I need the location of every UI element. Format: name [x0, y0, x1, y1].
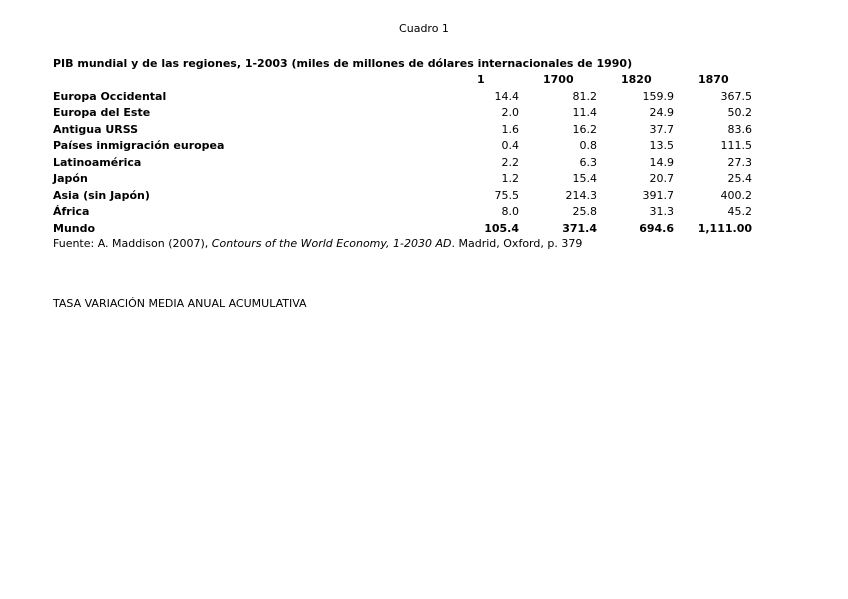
table-cell: 2.0 [501, 106, 519, 119]
table-cell: 367.5 [720, 90, 752, 103]
row-label: Europa del Este [53, 106, 151, 119]
row-label: Latinoamérica [53, 156, 142, 169]
row-label: África [53, 205, 90, 218]
table-row [0, 139, 848, 155]
row-label: Japón [53, 172, 88, 185]
table-row [0, 123, 848, 139]
row-label: Mundo [53, 222, 96, 235]
table-cell: 0.8 [579, 139, 597, 152]
table-cell: 11.4 [572, 106, 597, 119]
column-header-1700: 1700 [543, 73, 574, 86]
source-prefix: Fuente: A. Maddison (2007), [53, 237, 212, 250]
table-cell: 14.4 [494, 90, 519, 103]
table-title: PIB mundial y de las regiones, 1-2003 (miles de millones de dólares internacionales de 1990) [53, 57, 633, 70]
table-cell: 13.5 [649, 139, 674, 152]
table-cell: 400.2 [720, 189, 752, 202]
table-cell: 83.6 [727, 123, 752, 136]
table-row [0, 106, 848, 122]
table-cell: 1.2 [501, 172, 519, 185]
row-label: Antigua URSS [53, 123, 139, 136]
table-cell: 31.3 [649, 205, 674, 218]
table-cell: 6.3 [579, 156, 597, 169]
row-label: Europa Occidental [53, 90, 167, 103]
table-cell: 81.2 [572, 90, 597, 103]
table-cell: 111.5 [720, 139, 752, 152]
table-row [0, 189, 848, 205]
table-cell: 27.3 [727, 156, 752, 169]
table-cell: 159.9 [642, 90, 674, 103]
table-cell: 20.7 [649, 172, 674, 185]
table-cell: 0.4 [501, 139, 519, 152]
table-cell: 25.8 [572, 205, 597, 218]
source-note [53, 237, 582, 250]
table-cell: 24.9 [649, 106, 674, 119]
table-cell: 37.7 [649, 123, 674, 136]
table-cell: 1,111.00 [697, 222, 752, 235]
table-cell: 45.2 [727, 205, 752, 218]
page-heading: Cuadro 1 [399, 22, 449, 35]
table-cell: 50.2 [727, 106, 752, 119]
table-cell: 694.6 [639, 222, 674, 235]
table-cell: 391.7 [642, 189, 674, 202]
source-book-title: Contours of the World Economy, 1-2030 AD [211, 237, 452, 250]
table-row [0, 172, 848, 188]
table-cell: 8.0 [501, 205, 519, 218]
table-cell: 371.4 [562, 222, 597, 235]
table-cell: 25.4 [727, 172, 752, 185]
table-cell: 105.4 [484, 222, 519, 235]
table-row [0, 90, 848, 106]
column-header-1: 1 [477, 73, 485, 86]
table-cell: 214.3 [565, 189, 597, 202]
table-row-total [0, 222, 848, 238]
table-row [0, 205, 848, 221]
column-header-1820: 1820 [621, 73, 652, 86]
section-heading: TASA VARIACIÓN MEDIA ANUAL ACUMULATIVA [53, 297, 307, 310]
table-cell: 2.2 [501, 156, 519, 169]
table-cell: 14.9 [649, 156, 674, 169]
table-cell: 16.2 [572, 123, 597, 136]
table-row [0, 156, 848, 172]
table-cell: 75.5 [494, 189, 519, 202]
row-label: Asia (sin Japón) [53, 189, 150, 202]
table-cell: 15.4 [572, 172, 597, 185]
table-cell: 1.6 [501, 123, 519, 136]
column-header-1870: 1870 [698, 73, 729, 86]
row-label: Países inmigración europea [53, 139, 225, 152]
source-suffix: . Madrid, Oxford, p. 379 [451, 237, 583, 250]
